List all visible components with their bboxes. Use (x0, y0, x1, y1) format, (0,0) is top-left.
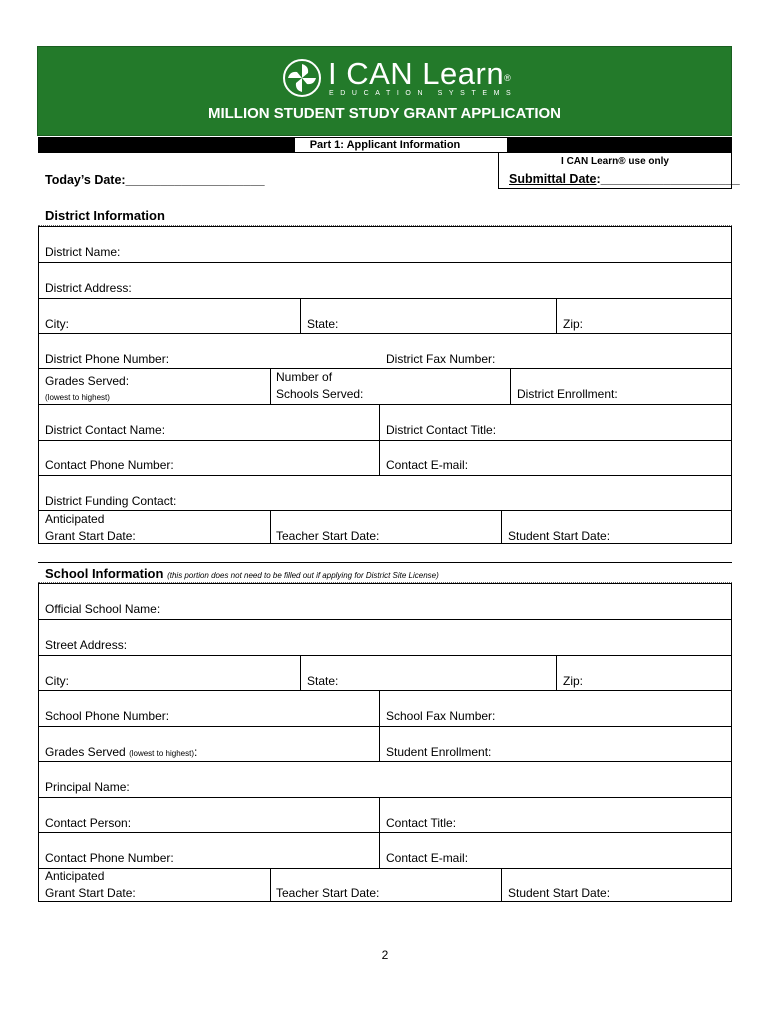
district-grades-note: (lowest to highest) (45, 393, 110, 402)
school-city-row (39, 655, 731, 690)
district-city-row (39, 298, 731, 333)
district-fax-label: District Fax Number: (386, 352, 496, 366)
logo-text: I CAN Learn (328, 56, 505, 91)
pinwheel-logo-icon (282, 58, 322, 98)
school-street-row[interactable] (39, 619, 731, 655)
school-grant-start-label: Grant Start Date: (45, 886, 136, 900)
district-address-row[interactable] (39, 262, 731, 298)
school-principal-label: Principal Name: (45, 780, 130, 794)
page-number: 2 (381, 948, 389, 962)
school-contact-phone-label: Contact Phone Number: (45, 851, 174, 865)
school-contact-row (39, 797, 731, 832)
district-name-row[interactable] (39, 227, 731, 262)
district-grades-label: Grades Served: (45, 374, 130, 388)
district-contact-name-label: District Contact Name: (45, 423, 166, 437)
school-dates-row (39, 868, 731, 901)
district-dates-row (39, 510, 731, 544)
school-phone-row (39, 690, 731, 726)
logo-registered-mark: ® (504, 73, 512, 83)
submittal-date-line: :____________________ (596, 172, 740, 186)
part-bar (38, 137, 732, 153)
school-grades-label: Grades Served (45, 745, 126, 759)
school-table (38, 583, 732, 902)
district-name-label: District Name: (45, 245, 121, 259)
district-contact-phone-label: Contact Phone Number: (45, 458, 174, 472)
district-anticipated-label: Anticipated (45, 512, 105, 526)
school-principal-row[interactable] (39, 761, 731, 797)
todays-date-field[interactable]: Today’s Date:____________________ (45, 173, 265, 187)
school-state-label: State: (307, 674, 339, 688)
district-contact-row (39, 404, 731, 440)
district-zip-label: Zip: (563, 317, 584, 331)
district-student-start-label: Student Start Date: (508, 529, 611, 543)
district-city-label: City: (45, 317, 69, 331)
district-num-schools-label-1: Number of (276, 370, 333, 384)
district-funding-contact-label: District Funding Contact: (45, 494, 177, 508)
school-grades-row (39, 726, 731, 761)
school-grades-colon: : (193, 745, 198, 759)
submittal-date-field[interactable] (509, 172, 740, 186)
school-name-row[interactable] (39, 584, 731, 619)
school-zip-label: Zip: (563, 674, 584, 688)
district-enrollment-label: District Enrollment: (517, 387, 618, 401)
school-contact-title-label: Contact Title: (386, 816, 457, 830)
district-contact-phone-row (39, 440, 731, 475)
district-phone-row (39, 333, 731, 368)
submittal-date-label: Submittal Date (509, 172, 597, 186)
district-grant-start-label: Grant Start Date: (45, 529, 136, 543)
district-grades-row (39, 368, 731, 404)
district-phone-label: District Phone Number: (45, 352, 170, 366)
school-section-title: School Information (this portion does not need to be filled out if applying for District Site License) (45, 566, 439, 581)
district-table (38, 226, 732, 544)
page-title: MILLION STUDENT STUDY GRANT APPLICATION (207, 105, 562, 122)
school-grades-note: (lowest to highest) (129, 749, 194, 758)
district-num-schools-label-2: Schools Served: (276, 387, 364, 401)
school-student-start-label: Student Start Date: (508, 886, 611, 900)
district-funding-row[interactable] (39, 475, 731, 510)
use-only-label: I CAN Learn® use only (561, 156, 669, 167)
header-banner (37, 46, 732, 136)
school-top-rule (38, 562, 732, 563)
part-label: Part 1: Applicant Information (309, 139, 461, 151)
district-state-label: State: (307, 317, 339, 331)
school-fax-label: School Fax Number: (386, 709, 496, 723)
school-enrollment-label: Student Enrollment: (386, 745, 492, 759)
school-city-label: City: (45, 674, 69, 688)
school-street-label: Street Address: (45, 638, 128, 652)
district-contact-email-label: Contact E-mail: (386, 458, 469, 472)
school-name-label: Official School Name: (45, 602, 161, 616)
school-grades-field (45, 744, 197, 762)
school-section-note: (this portion does not need to be filled out if applying for District Site License) (167, 571, 439, 580)
district-contact-title-label: District Contact Title: (386, 423, 497, 437)
logo-subtitle: EDUCATION SYSTEMS (329, 90, 518, 97)
school-anticipated-label: Anticipated (45, 869, 105, 883)
school-phone-label: School Phone Number: (45, 709, 170, 723)
logo (282, 56, 518, 99)
district-teacher-start-label: Teacher Start Date: (276, 529, 380, 543)
district-address-label: District Address: (45, 281, 132, 295)
district-section-title: District Information (45, 208, 165, 223)
school-contact-email-label: Contact E-mail: (386, 851, 469, 865)
internal-use-box (498, 153, 740, 189)
school-teacher-start-label: Teacher Start Date: (276, 886, 380, 900)
school-contact-phone-row (39, 832, 731, 868)
school-contact-person-label: Contact Person: (45, 816, 132, 830)
